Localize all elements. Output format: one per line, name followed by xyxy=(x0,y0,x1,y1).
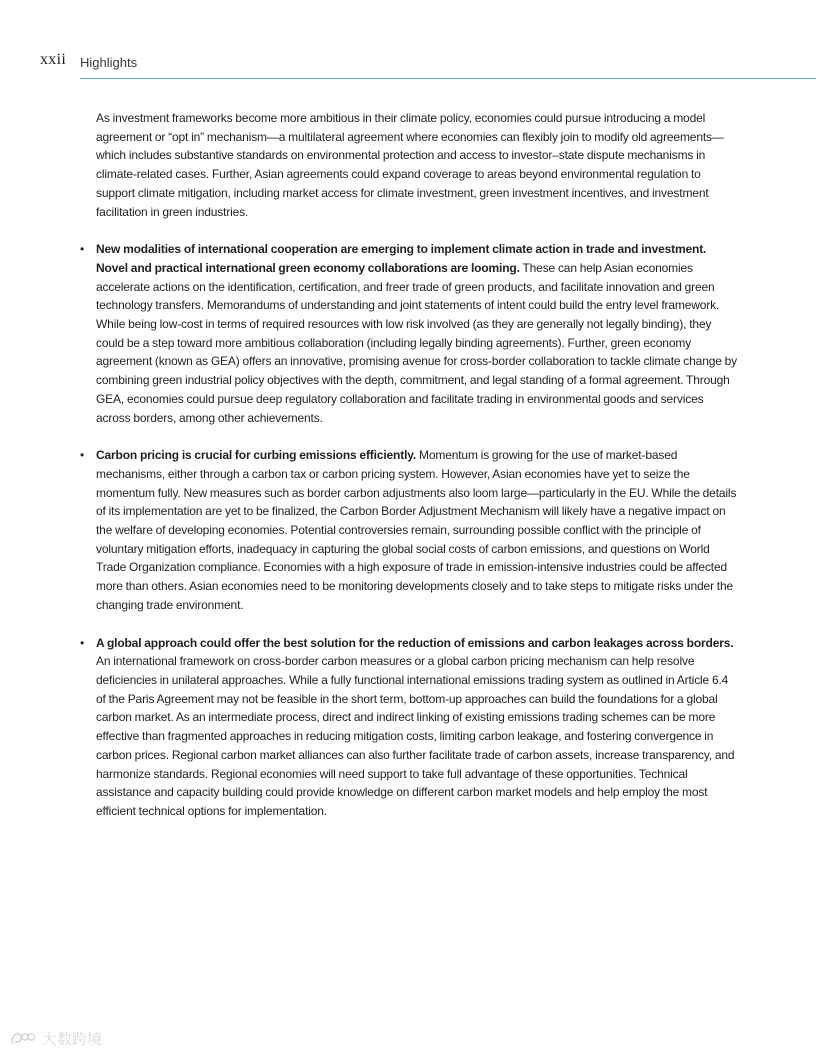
watermark xyxy=(10,1028,102,1049)
list-item xyxy=(80,634,738,821)
bullet-text: An international framework on cross-border carbon measures or a global carbon pricing mechanism can help resolve deficiencies in unilateral approaches. While a fully functional international emissions trading system as outlined in Article 6.4 of the Paris Agreement may not be feasible in the short term, bottom-up approaches can build the foundations for a global carbon market. As an intermediate process, direct and indirect linking of existing emissions trading schemes can be more effective than fragmented approaches in reducing mitigation costs, limiting carbon leakage, and fostering convergence in carbon prices. Regional carbon market alliances can also further facilitate trade of carbon assets, increase transparency, and harmonize standards. Regional economies will need support to take full advantage of these opportunities. Technical assistance and capacity building could provide knowledge on different carbon market models and help employ the most efficient technical options for implementation. xyxy=(96,654,735,818)
bullet-text: These can help Asian economies accelerate actions on the identification, certification, and freer trade of green products, and facilitate innovation and green technology transfers. Memorandums of understanding and joint statements of intent could build the entry level framework. While being low-cost in terms of required resources with low risk involved (as they are generally not legally binding), they could be a step toward more ambitious collaboration (including legally binding agreements). Further, green economy agreement (known as GEA) offers an innovative, promising avenue for cross-border collaboration to tackle climate change by combining green industrial policy objectives with the depth, commitment, and legal standing of a formal agreement. Through GEA, economies could pursue deep regulatory collaboration and facilitate trading in environmental goods and services across borders, among other achievements. xyxy=(96,260,738,425)
bullet-marker: • xyxy=(80,635,85,650)
bullet-text: Momentum is growing for the use of market-based mechanisms, either through a carbon tax or carbon pricing system. However, Asian economies have yet to seize the momentum fully. New measures such as border carbon adjustments also loom large—particularly in the EU. While the details of its implementation are yet to be finalized, the Carbon Border Adjustment Mechanism will likely have a negative impact on the welfare of developing economies. Potential controversies remain, surrounding possible conflict with the principle of voluntary mitigation efforts, inadequacy in capturing the global social costs of carbon emissions, and questions on World Trade Organization compliance. Economies with a high exposure of trade in emission-intensive industries could be affected more than others. Asian economies need to be monitoring developments closely and to take steps to mitigate risks under the changing trade environment. xyxy=(96,448,737,612)
list-item xyxy=(80,446,738,614)
bullet-lead: New modalities of international cooperation are emerging to implement climate action in trade and investment. Novel and practical international green economy collaborations are looming. xyxy=(96,242,707,275)
page-number: xxii xyxy=(40,51,67,68)
watermark-logo-icon xyxy=(10,1031,36,1047)
bullet-marker: • xyxy=(80,242,85,257)
page-header xyxy=(0,0,816,80)
watermark-text: 大数跨境 xyxy=(42,1030,103,1048)
highlights-list xyxy=(80,240,738,820)
section-title: Highlights xyxy=(80,55,138,70)
bullet-marker: • xyxy=(80,448,85,463)
bullet-lead: Carbon pricing is crucial for curbing emissions efficiently. xyxy=(96,448,417,463)
body-content xyxy=(80,109,738,821)
list-item xyxy=(80,240,738,427)
header-divider xyxy=(80,78,816,79)
intro-paragraph: As investment frameworks become more ambitious in their climate policy, economies could pursue introducing a model agreement or “opt in” mechanism—a multilateral agreement where economies can flexibly join to modify old agreements—which includes substantive standards on environmental protection and access to investor–state dispute mechanisms in climate-related cases. Further, Asian agreements could expand coverage to areas beyond environmental regulation to support climate mitigation, including market access for climate investment, green investment incentives, and investment facilitation in green industries. xyxy=(96,111,724,219)
bullet-lead: A global approach could offer the best solution for the reduction of emissions and carbon leakages across borders. xyxy=(96,635,734,650)
